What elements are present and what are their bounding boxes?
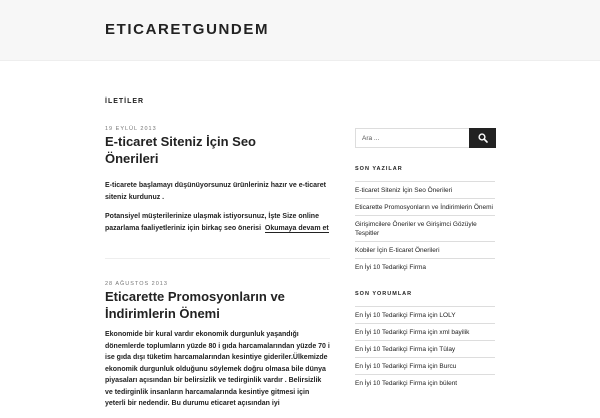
list-item bbox=[355, 215, 495, 241]
list-item bbox=[355, 323, 495, 340]
recent-post-link[interactable]: Kobiler İçin E-ticaret Önerileri bbox=[355, 246, 440, 254]
recent-comments-list bbox=[355, 306, 495, 391]
post-paragraph: E-ticarete başlamayı düşünüyorsunuz ürünleriniz hazır ve e-ticaret siteniz kurdunuz . bbox=[105, 182, 326, 201]
recent-comment-link[interactable]: En İyi 10 Tedarikçi Firma için LOLY bbox=[355, 311, 456, 319]
post-date-link[interactable]: 19 EYLÜL 2013 bbox=[105, 126, 157, 132]
list-item bbox=[355, 306, 495, 323]
list-item bbox=[355, 241, 495, 258]
list-item bbox=[355, 340, 495, 357]
post-paragraph-text: Potansiyel müşterilerinize ulaşmak istiyorsunuz, İşte Size online pazarlama faaliyetleriniz için birkaç seo önerisi bbox=[105, 213, 319, 232]
search-button[interactable] bbox=[469, 128, 496, 148]
post-title-link[interactable]: E-ticaret Siteniz İçin Seo Önerileri bbox=[105, 134, 256, 166]
list-item bbox=[355, 198, 495, 215]
recent-comment-link[interactable]: En İyi 10 Tedarikçi Firma için bülent bbox=[355, 379, 458, 387]
site-title-link[interactable]: ETICARETGUNDEM bbox=[105, 21, 270, 38]
post-content bbox=[105, 329, 330, 418]
post-paragraph: Ekonomide bir kural vardır ekonomik durgunluk yaşandığı dönemlerde toplumların yüzde 80 i gıda harcamalarından yüzde 70 i ise gıda dışı tüketim harcamalarından kesintiye gideriler.Ülkemizde ekonomik durgunluk olduğunu söylemek doğru olmasa bile dünya piyasaları açısından bir belirsizlik ve tedirginlik vardır . Belirsizlik ve tedirginlik insanların harcamalarında kesintiye gitmesi için yeterli bir nedendir. Bu durumu eticaret açısından iyi bbox=[105, 331, 330, 407]
post-paragraph bbox=[105, 211, 330, 234]
recent-post-link[interactable]: En İyi 10 Tedarikçi Firma bbox=[355, 263, 427, 271]
recent-posts-title: SON YAZILAR bbox=[355, 166, 403, 172]
recent-post-link[interactable]: Girişimcilere Öneriler ve Girişimci Gözüyle Tespitler bbox=[355, 220, 477, 237]
search-form bbox=[355, 128, 495, 148]
read-more-link[interactable]: Okumaya devam et bbox=[264, 224, 329, 232]
recent-post-link[interactable]: Eticarette Promosyonların ve İndirimlerin Önemi bbox=[355, 203, 493, 211]
site-header bbox=[0, 0, 600, 61]
recent-post-link[interactable]: E-ticaret Siteniz İçin Seo Önerileri bbox=[355, 186, 453, 194]
recent-comment-link[interactable]: En İyi 10 Tedarikçi Firma için xml bayilik bbox=[355, 328, 470, 336]
list-item bbox=[355, 181, 495, 198]
post-separator bbox=[105, 258, 330, 259]
recent-posts-list bbox=[355, 181, 495, 275]
list-item bbox=[355, 357, 495, 374]
recent-comment-link[interactable]: En İyi 10 Tedarikçi Firma için Tülay bbox=[355, 345, 456, 353]
search-icon bbox=[478, 133, 488, 143]
recent-comment-link[interactable]: En İyi 10 Tedarikçi Firma için Burcu bbox=[355, 362, 457, 370]
recent-comments-title: SON YORUMLAR bbox=[355, 291, 413, 297]
post-content bbox=[105, 180, 330, 242]
post-title-link[interactable]: Eticarette Promosyonların ve İndirimlerin Önemi bbox=[105, 289, 285, 321]
search-input[interactable] bbox=[356, 129, 468, 147]
post-date-link[interactable]: 28 AĞUSTOS 2013 bbox=[105, 281, 168, 287]
list-item bbox=[355, 258, 495, 275]
page-heading: İLETİLER bbox=[105, 98, 145, 105]
list-item bbox=[355, 374, 495, 391]
